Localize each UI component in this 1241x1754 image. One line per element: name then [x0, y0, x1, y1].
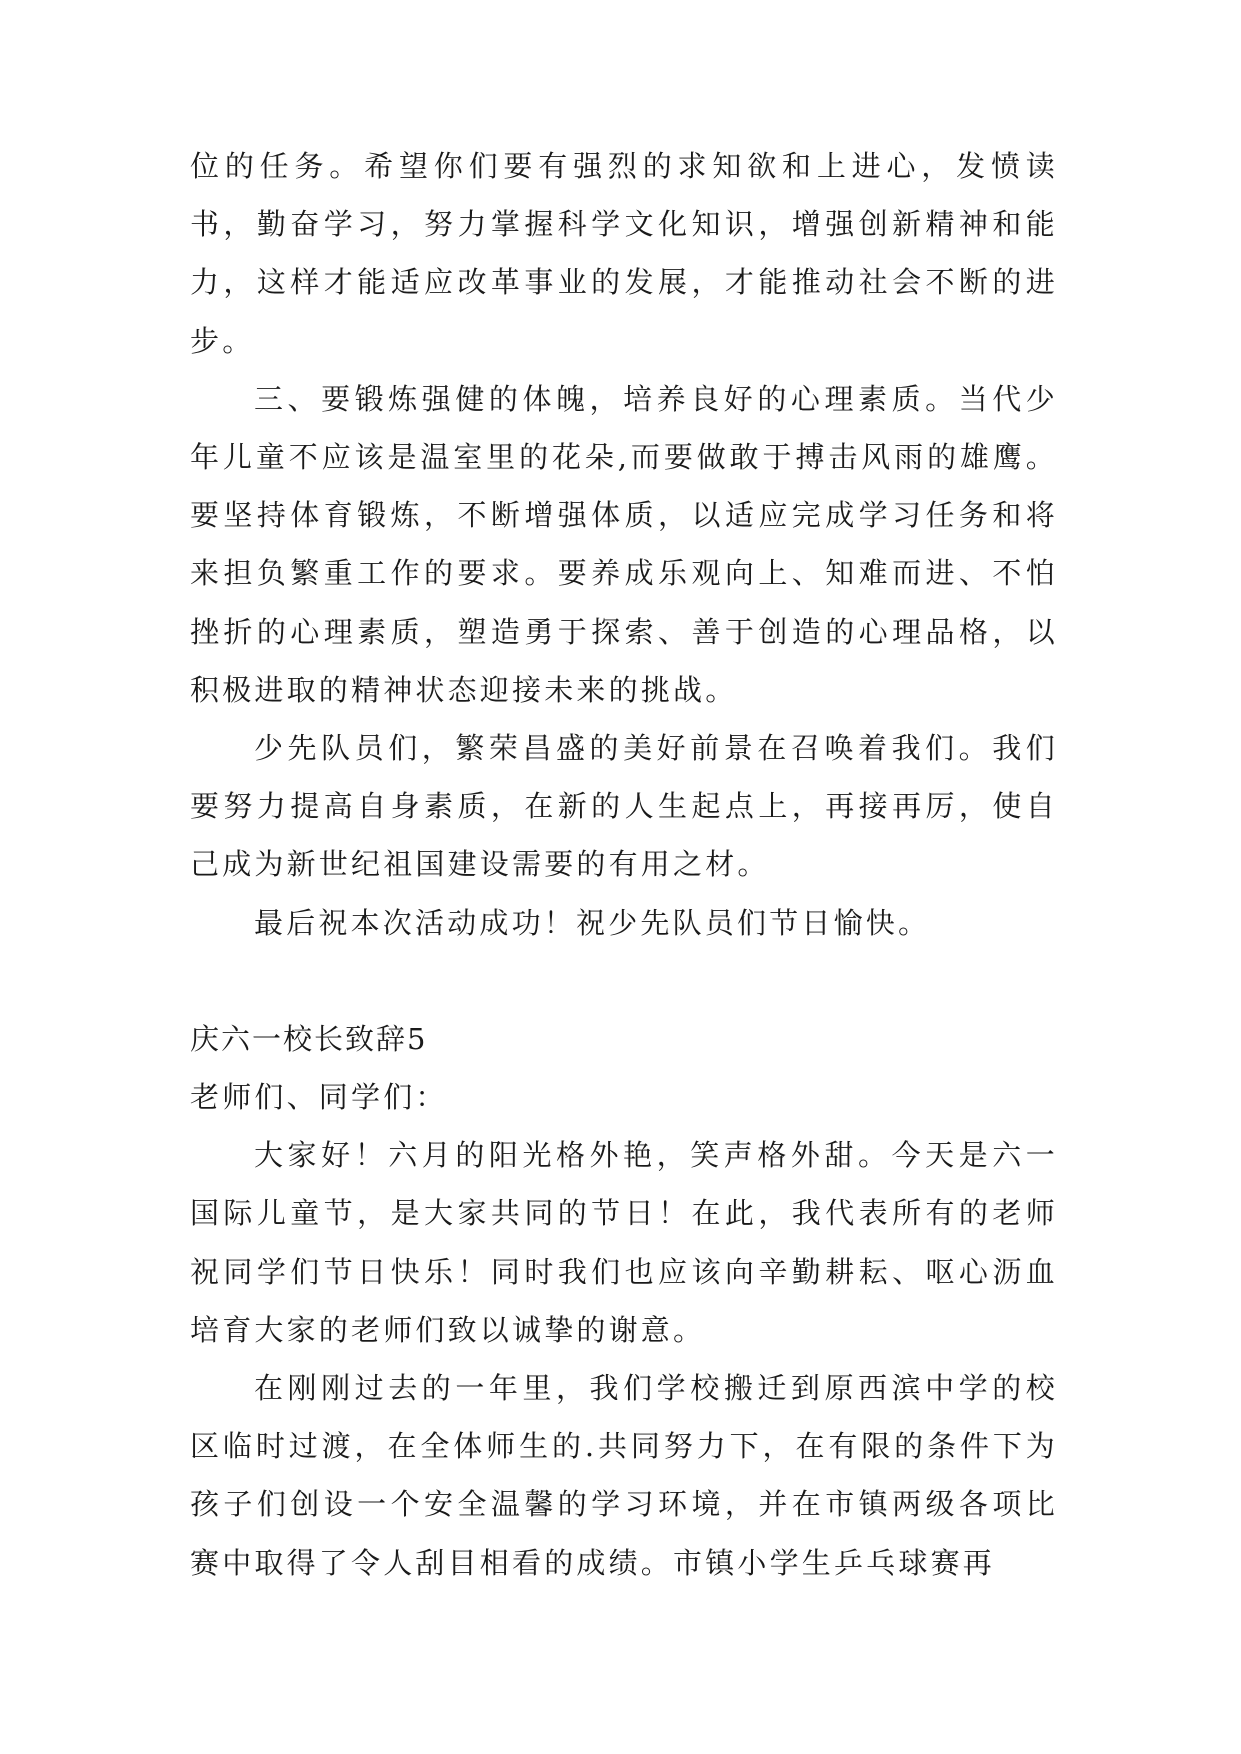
paragraph-closing-wishes: 最后祝本次活动成功！祝少先队员们节日愉快。 — [254, 905, 931, 940]
paragraph-greeting: 大家好！六月的阳光格外艳，笑声格外甜。今天是六一国际儿童节，是大家共同的节日！在此，我代表所有的老师祝同学们节日快乐！同时我们也应该向辛勤耕耘、呕心沥血培育大家的老师们致以诚挚的谢意。 — [190, 1138, 1058, 1347]
paragraph-young-pioneers: 少先队员们，繁荣昌盛的美好前景在召唤着我们。我们要努力提高自身素质，在新的人生起点上，再接再厉，使自己成为新世纪祖国建设需要的有用之材。 — [190, 731, 1058, 882]
paragraph-past-year: 在刚刚过去的一年里，我们学校搬迁到原西滨中学的校区临时过渡，在全体师生的.共同努力下，在有限的条件下为孩子们创设一个安全温馨的学习环境，并在市镇两级各项比赛中取得了令人刮目相看的成绩。市镇小学生乒乓球赛再 — [190, 1371, 1058, 1580]
paragraph-physical-fitness: 三、要锻炼强健的体魄，培养良好的心理素质。当代少年儿童不应该是温室里的花朵,而要做敢于搏击风雨的雄鹰。要坚持体育锻炼，不断增强体质，以适应完成学习任务和将来担负繁重工作的要求。要养成乐观向上、知难而进、不怕挫折的心理素质，塑造勇于探索、善于创造的心理品格，以积极进取的精神状态迎接未来的挑战。 — [190, 381, 1058, 707]
salutation: 老师们、同学们： — [190, 1080, 448, 1115]
section-heading: 庆六一校长致辞5 — [190, 1021, 428, 1056]
paragraph-task-continuation: 位的任务。希望你们要有强烈的求知欲和上进心，发愤读书，勤奋学习，努力掌握科学文化知识，增强创新精神和能力，这样才能适应改革事业的发展，才能推动社会不断的进步。 — [190, 149, 1058, 358]
document-body — [190, 137, 1058, 1592]
section-spacer — [190, 952, 1058, 1010]
